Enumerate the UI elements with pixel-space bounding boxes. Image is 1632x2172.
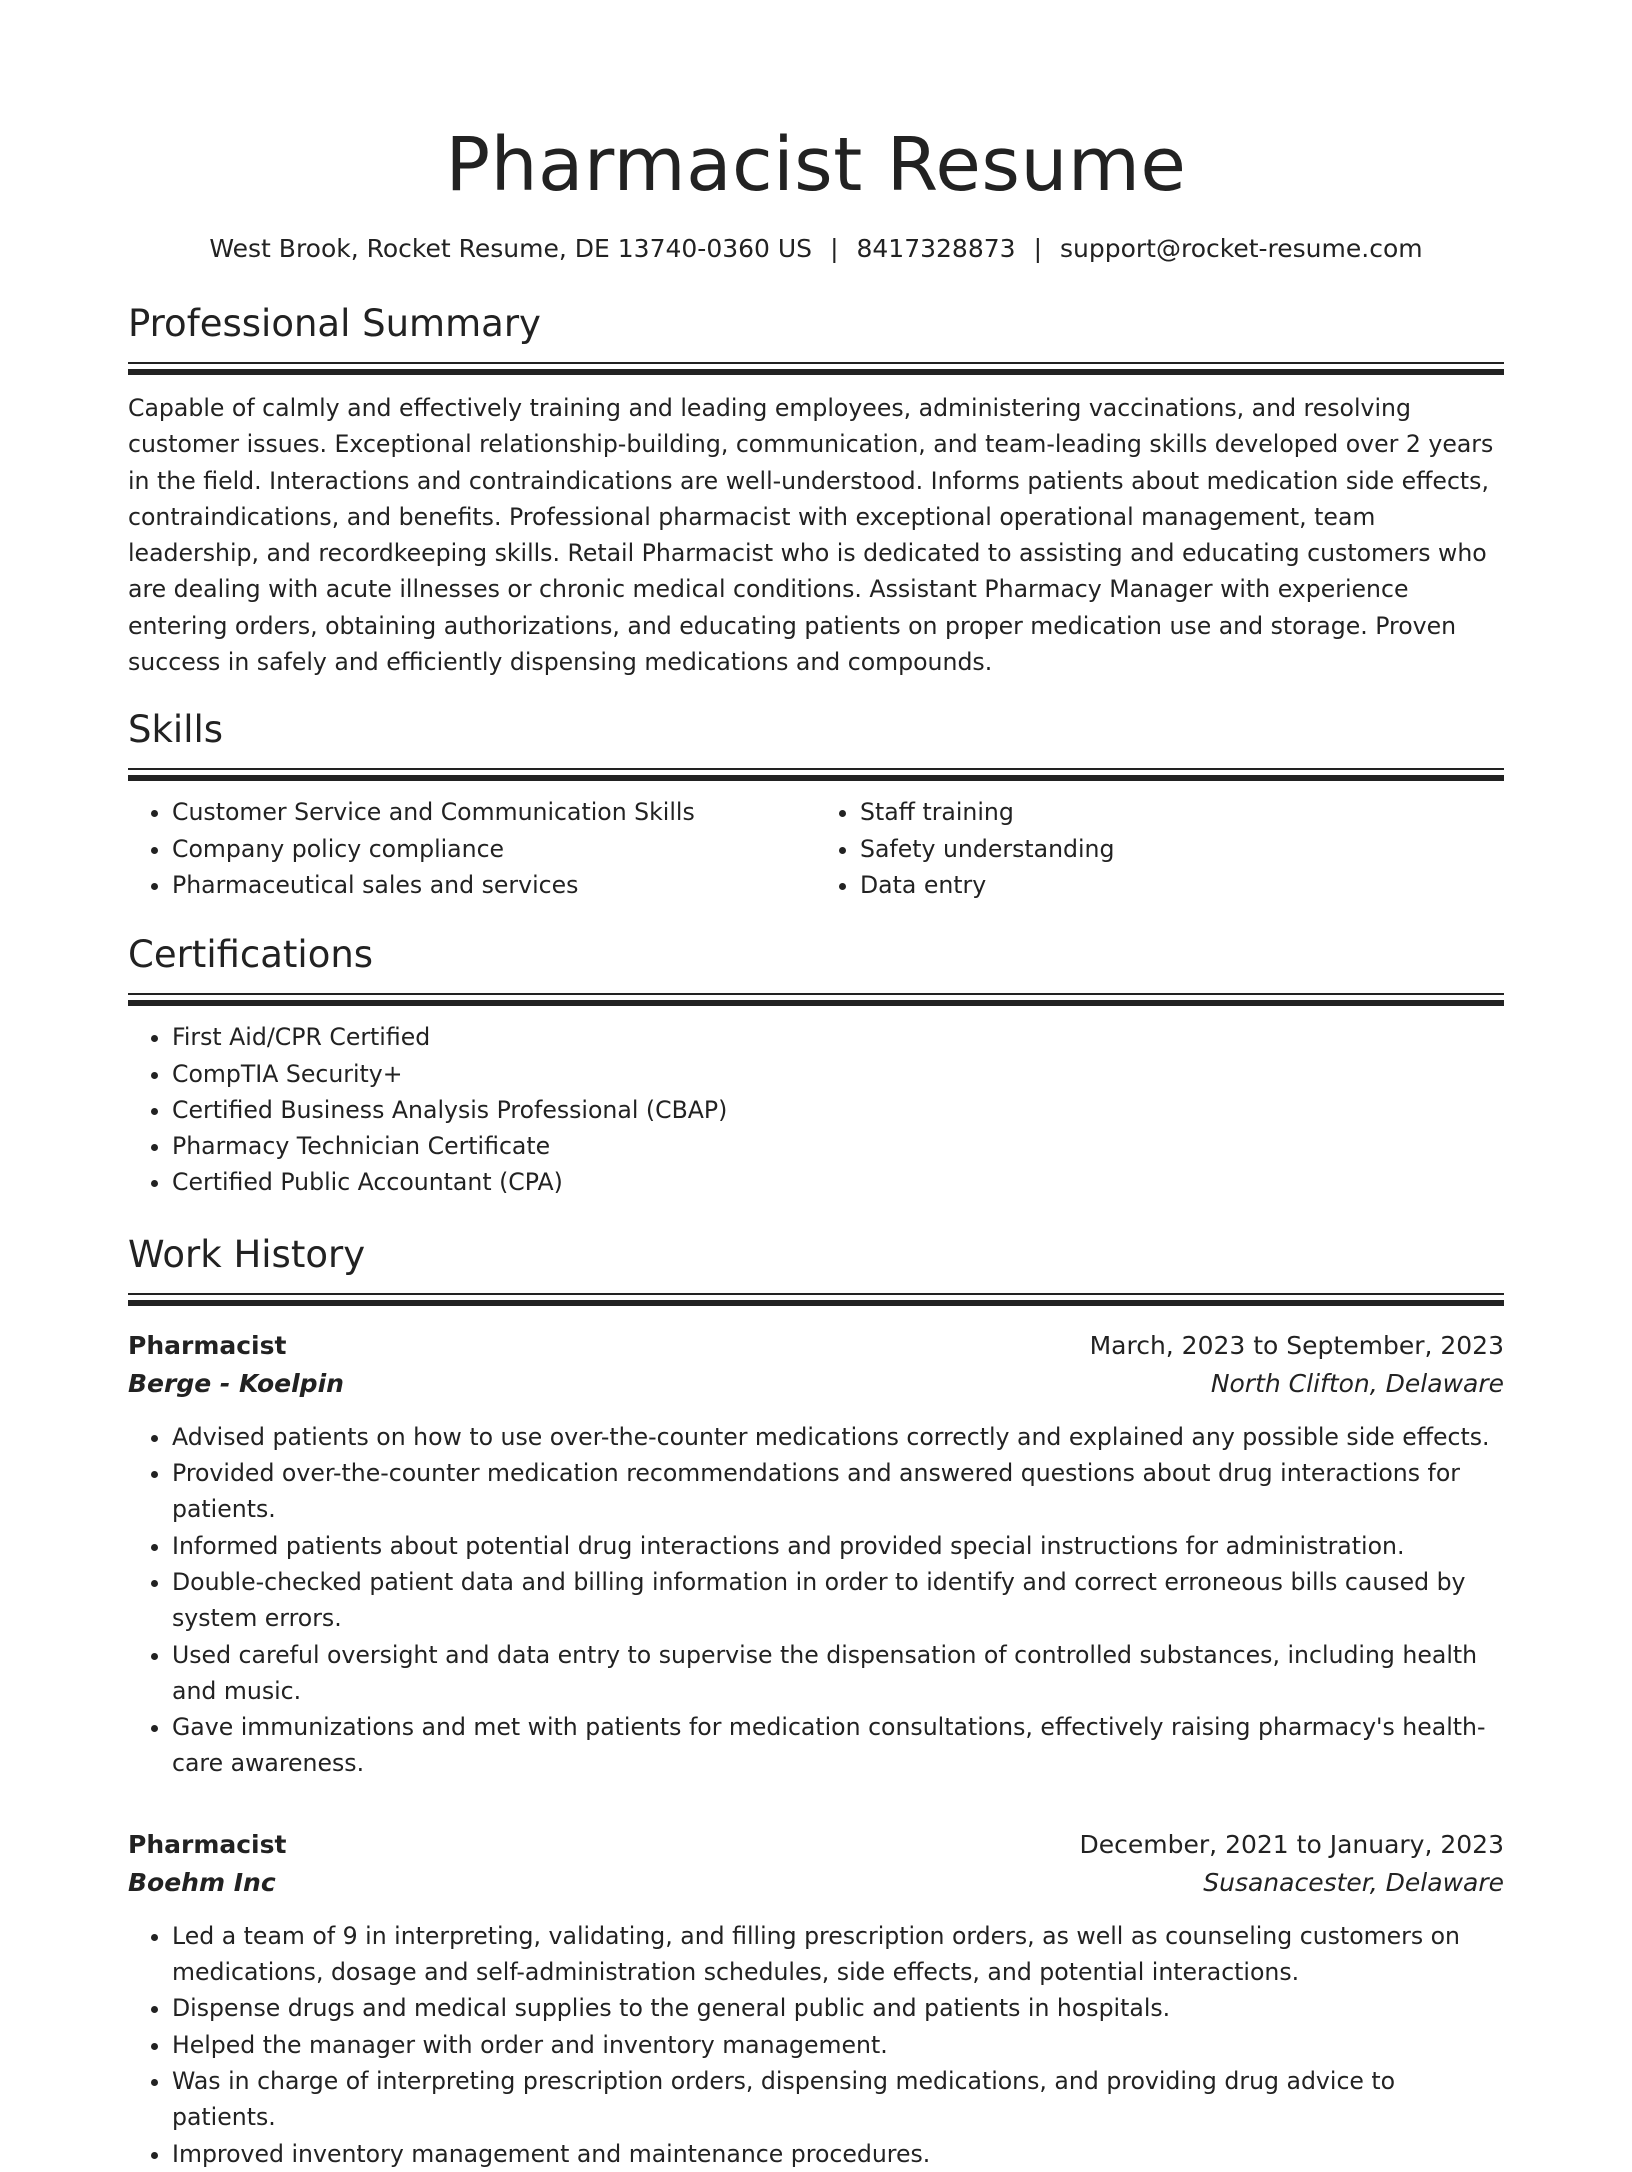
job-bullet: • Used careful oversight and data entry to supervise the dispensation of controlled substances, including health and music. — [172, 1637, 1504, 1710]
contact-separator: | — [1033, 234, 1042, 263]
contact-address: West Brook, Rocket Resume, DE 13740-0360 US — [209, 234, 813, 263]
job-company-row — [128, 1864, 1504, 1902]
contact-email: support@rocket-resume.com — [1060, 234, 1423, 263]
page-title: Pharmacist Resume — [445, 122, 1187, 208]
job-header-row — [128, 1327, 1504, 1365]
skill-item: • Staff training — [860, 794, 1504, 830]
resume-page — [128, 0, 1504, 2172]
job-location: North Clifton, Delaware — [1210, 1368, 1504, 1398]
section-heading: Certifications — [128, 933, 374, 977]
skill-item: • Safety understanding — [860, 831, 1504, 867]
section-rule — [128, 362, 1504, 376]
job-bullet: • Double-checked patient data and billing information in order to identify and correct erroneous bills caused by system errors. — [172, 1564, 1504, 1637]
job-bullet: • Improved inventory management and maintenance procedures. — [172, 2136, 1504, 2172]
certification-item: • Certified Public Accountant (CPA) — [172, 1164, 1504, 1200]
certifications-section — [128, 931, 1504, 1200]
job-dates: March, 2023 to September, 2023 — [1089, 1330, 1504, 1360]
skills-list-right — [816, 794, 1504, 903]
certification-item: • Certified Business Analysis Professional (CBAP) — [172, 1092, 1504, 1128]
section-heading: Work History — [128, 1232, 366, 1276]
summary-section — [128, 300, 1504, 680]
job-bullet: • Advised patients on how to use over-the-counter medications correctly and explained any possible side effects. — [172, 1419, 1504, 1455]
certification-item: • First Aid/CPR Certified — [172, 1019, 1504, 1055]
skill-item: • Customer Service and Communication Skills — [172, 794, 816, 830]
job-bullet: • Dispense drugs and medical supplies to the general public and patients in hospitals. — [172, 1990, 1504, 2026]
job-bullet: • Gave immunizations and met with patients for medication consultations, effectively raising pharmacy's health-care awareness. — [172, 1709, 1504, 1782]
work-history-section — [128, 1231, 1504, 2172]
job-location: Susanacester, Delaware — [1203, 1867, 1504, 1897]
section-heading: Skills — [128, 708, 224, 752]
certifications-list — [128, 1019, 1504, 1200]
job-header-row — [128, 1826, 1504, 1864]
job-entry — [128, 1327, 1504, 1782]
contact-line — [128, 232, 1504, 266]
job-bullet: • Led a team of 9 in interpreting, validating, and filling prescription orders, as well as counseling customers on medications, dosage and self-administration schedules, side effects, and potential interactions. — [172, 1918, 1504, 1991]
skill-item: • Data entry — [860, 867, 1504, 903]
certification-item: • CompTIA Security+ — [172, 1056, 1504, 1092]
job-title: Pharmacist — [128, 1829, 287, 1859]
job-company: Boehm Inc — [128, 1867, 276, 1897]
job-bullets — [128, 1918, 1504, 2172]
job-company-row — [128, 1365, 1504, 1403]
contact-separator: | — [830, 234, 839, 263]
job-bullet: • Was in charge of interpreting prescription orders, dispensing medications, and providing drug advice to patients. — [172, 2063, 1504, 2136]
section-rule — [128, 768, 1504, 782]
section-rule — [128, 993, 1504, 1007]
skills-grid — [128, 794, 1504, 903]
job-bullets — [128, 1419, 1504, 1782]
summary-text: Capable of calmly and effectively training and leading employees, administering vaccinations, and resolving customer issues. Exceptional relationship-building, communication, and team-leading skills developed over 2 years in the field. Interactions and contraindications are well-understood. Informs patients about medication side effects, contraindications, and benefits. Professional pharmacist with exceptional operational management, team leadership, and recordkeeping skills. Retail Pharmacist who is dedicated to assisting and educating customers who are dealing with acute illnesses or chronic medical conditions. Assistant Pharmacy Manager with experience entering orders, obtaining authorizations, and educating patients on proper medication use and storage. Proven success in safely and efficiently dispensing medications and compounds. — [128, 394, 1494, 677]
job-bullet: • Provided over-the-counter medication recommendations and answered questions about drug interactions for patients. — [172, 1455, 1504, 1528]
job-dates: December, 2021 to January, 2023 — [1079, 1829, 1504, 1859]
skills-section — [128, 706, 1504, 903]
section-heading: Professional Summary — [128, 302, 541, 345]
contact-phone: 8417328873 — [856, 234, 1016, 263]
job-bullet: • Helped the manager with order and inventory management. — [172, 2027, 1504, 2063]
job-title: Pharmacist — [128, 1330, 287, 1360]
section-rule — [128, 1293, 1504, 1307]
certification-item: • Pharmacy Technician Certificate — [172, 1128, 1504, 1164]
job-entry — [128, 1826, 1504, 2172]
skills-list-left — [128, 794, 816, 903]
job-bullet: • Informed patients about potential drug interactions and provided special instructions for administration. — [172, 1528, 1504, 1564]
job-company: Berge - Koelpin — [128, 1368, 344, 1398]
skill-item: • Company policy compliance — [172, 831, 816, 867]
skill-item: • Pharmaceutical sales and services — [172, 867, 816, 903]
